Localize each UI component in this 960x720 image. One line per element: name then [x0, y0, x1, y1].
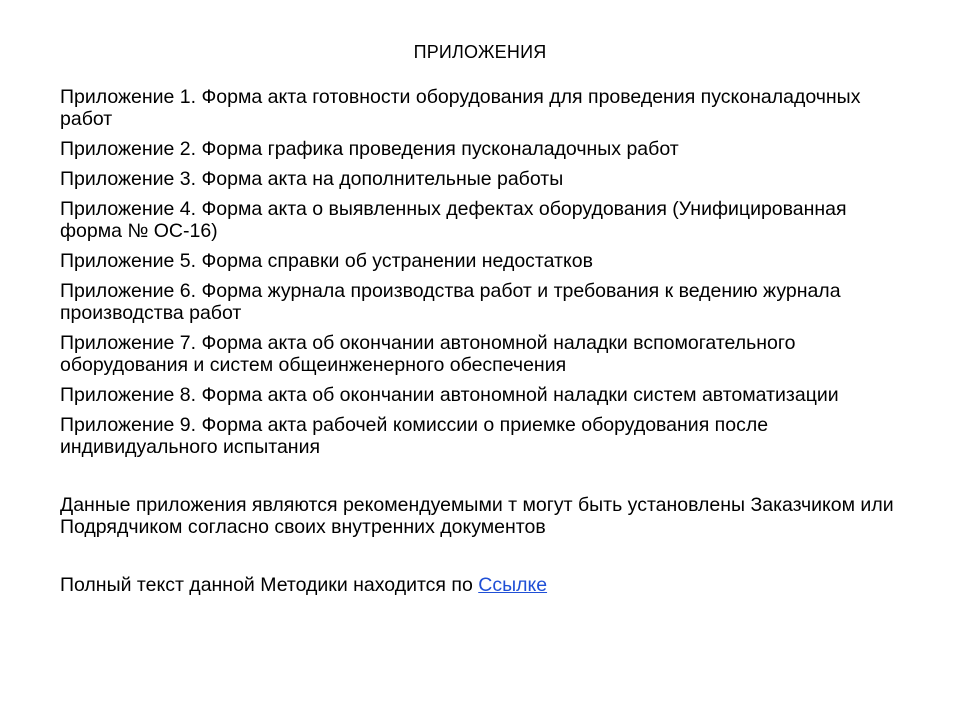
slide-body — [60, 86, 910, 596]
appendix-item-1: Приложение 1. Форма акта готовности оборудования для проведения пусконаладочных работ — [60, 86, 861, 130]
appendix-item-5: Приложение 5. Форма справки об устранении недостатков — [60, 250, 593, 272]
appendix-item-2: Приложение 2. Форма графика проведения пусконаладочных работ — [60, 138, 679, 160]
appendix-item-6: Приложение 6. Форма журнала производства работ и требования к ведению журнала производства работ — [60, 280, 841, 324]
appendix-list — [60, 86, 910, 458]
page-title: ПРИЛОЖЕНИЯ — [413, 42, 547, 62]
appendix-item-4: Приложение 4. Форма акта о выявленных дефектах оборудования (Унифицированная форма № ОС-16) — [60, 198, 847, 242]
appendix-item-7: Приложение 7. Форма акта об окончании автономной наладки вспомогательного оборудования и систем общеинженерного обеспечения — [60, 332, 796, 376]
full-text-line — [60, 574, 910, 596]
recommendation-note: Данные приложения являются рекомендуемыми т могут быть установлены Заказчиком или Подрядчиком согласно своих внутренних документов — [60, 494, 894, 538]
appendix-item-8: Приложение 8. Форма акта об окончании автономной наладки систем автоматизации — [60, 384, 839, 406]
full-text-link[interactable]: Ссылке — [478, 574, 548, 596]
appendix-item-9: Приложение 9. Форма акта рабочей комиссии о приемке оборудования после индивидуального испытания — [60, 414, 769, 458]
full-text-label: Полный текст данной Методики находится по — [60, 574, 479, 596]
appendix-item-3: Приложение 3. Форма акта на дополнительные работы — [60, 168, 564, 190]
